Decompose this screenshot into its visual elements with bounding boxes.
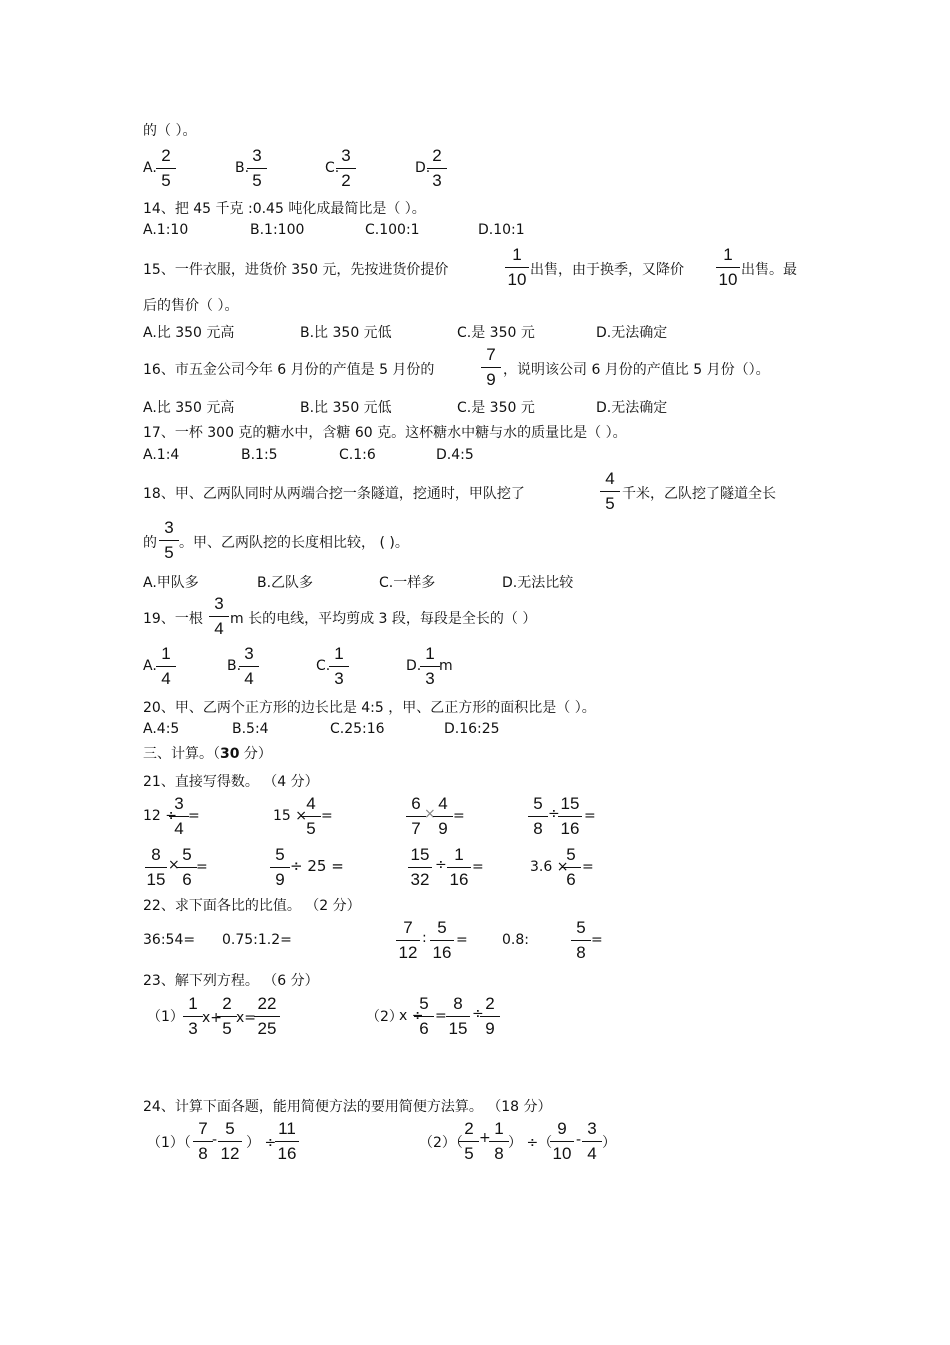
q24-op-3: - [576,1132,582,1148]
q24-stem: 24、计算下面各题，能用简便方法的要用简便方法算。 （18 分） [143,1099,552,1115]
q18-fraction-2: 3 5 [159,518,179,563]
q18-opt-b: B.乙队多 [257,575,314,591]
q23-text-2: x= [236,1010,257,1026]
q24-part1-open: （1）（ [147,1135,191,1151]
q16-stem-part2: ，说明该公司 6 月份的产值比 5 月份（）。 [503,362,770,378]
q15-opt-d: D.无法确定 [596,325,668,341]
q23-fraction-3: 22 25 [254,994,280,1039]
q23-text-5: ÷ [472,1006,484,1022]
q20-opt-c: C.25:16 [330,721,385,737]
q16-opt-d: D.无法确定 [596,400,668,416]
q20-opt-b: B.5:4 [232,721,269,737]
q19-opt-d-unit: m [439,658,453,674]
q18-stem-part3: 的 [143,535,157,551]
q19-stem-fraction: 3 4 [209,594,229,639]
q20-opt-d: D.16:25 [444,721,500,737]
q21-r2-d-equals: = [582,859,594,875]
q14-stem: 14、把 45 千克 :0.45 吨化成最简比是（ ）。 [143,201,426,217]
q13-opt-a-fraction: 2 5 [156,146,176,191]
q18-opt-c: C.一样多 [379,575,436,591]
q24-fraction-3: 11 16 [275,1119,299,1164]
q23-stem: 23、解下列方程。 （6 分） [143,973,319,989]
q21-r1-b-fraction: 4 5 [301,794,321,839]
q24-fraction-4: 2 5 [459,1119,479,1164]
q23-text-4: = [435,1008,447,1024]
q15-opt-a: A.比 350 元高 [143,325,235,341]
q15-stem-part3: 出售。最 [741,262,797,278]
q16-opt-a: A.比 350 元高 [143,400,235,416]
q24-part2-close: ） [602,1135,616,1151]
q23-fraction-2: 2 5 [217,994,237,1039]
q19-opt-a-label: A. [143,658,157,674]
q21-r2-c-op: ÷ [435,857,447,873]
q13-opt-d-label: D. [415,160,431,176]
q21-r1-d-equals: = [584,808,596,824]
q21-stem: 21、直接写得数。 （4 分） [143,774,319,790]
q21-r2-c-equals: = [472,859,484,875]
q18-stem-part1: 18、甲、乙两队同时从两端合挖一条隧道，挖通时，甲队挖了 [143,486,525,502]
q14-opt-b: B.1:100 [250,222,305,238]
q19-opt-d-fraction: 1 3 [420,644,440,689]
q13-opt-b-label: B. [235,160,250,176]
q24-fraction-5: 1 8 [489,1119,509,1164]
q24-op-1: - [212,1132,218,1148]
q22-c-fraction-2: 5 16 [430,918,454,963]
q21-r1-a-equals: = [188,808,200,824]
q18-stem-part4: 。甲、乙两队挖的长度相比较， ( )。 [179,535,409,551]
q21-r1-c-fraction-1: 6 7 [406,794,426,839]
q20-opt-a: A.4:5 [143,721,180,737]
q16-stem-part1: 16、市五金公司今年 6 月份的产值是 5 月份的 [143,362,435,378]
q16-fraction: 7 9 [481,345,501,390]
q19-opt-b-label: B. [227,658,242,674]
q21-r2-b-fraction: 5 9 [270,845,290,890]
q16-opt-c: C.是 350 元 [457,400,535,416]
q24-fraction-2: 5 12 [218,1119,242,1164]
section-3-heading: 三、计算。（30 分） [143,746,272,762]
q19-opt-c-label: C. [316,658,331,674]
q17-stem: 17、一杯 300 克的糖水中，含糖 60 克。这杯糖水中糖与水的质量比是（ ）。 [143,425,627,441]
q22-b: 0.75:1.2= [222,932,292,948]
q21-r2-a-fraction-2: 5 6 [177,845,197,890]
q13-opt-d-fraction: 2 3 [427,146,447,191]
q21-r1-a-text: 12 ÷ [143,808,177,824]
q21-r2-d-fraction: 5 6 [561,845,581,890]
q19-opt-d-label: D. [406,658,422,674]
q21-r1-a-fraction: 3 4 [169,794,189,839]
q22-d-text: 0.8: [502,932,529,948]
q19-opt-b-fraction: 3 4 [239,644,259,689]
q23-part2-label: （2） [366,1009,403,1025]
q22-a: 36:54= [143,932,196,948]
q24-fraction-1: 7 8 [193,1119,213,1164]
q22-c-fraction-1: 7 12 [396,918,420,963]
q13-opt-a-label: A. [143,160,157,176]
q21-r2-a-fraction-1: 8 15 [146,845,166,889]
q21-r1-c-op: × [424,806,436,822]
q22-d-fraction: 5 8 [571,918,591,963]
q23-fraction-4: 5 6 [414,994,434,1039]
q24-part2-mid: ） ÷（ [508,1135,553,1151]
q23-text-3: x ÷ [399,1008,424,1024]
q16-opt-b: B.比 350 元低 [300,400,392,416]
q15-stem-part2: 出售，由于换季，又降价 [530,262,684,278]
q21-r1-c-equals: = [453,808,465,824]
q21-r2-c-fraction-2: 1 16 [447,845,471,890]
q21-r1-d-fraction-2: 15 16 [558,794,582,839]
q23-part1-label: （1） [147,1009,184,1025]
q17-opt-c: C.1:6 [339,447,376,463]
q21-r2-b-text: ÷ 25 = [290,857,344,875]
q24-part2-open: （2）（ [419,1135,463,1151]
q22-c-op: : [422,930,427,946]
q21-r2-c-fraction-1: 15 32 [408,845,432,890]
q19-opt-a-fraction: 1 4 [156,644,176,689]
q24-op-2: + [479,1130,491,1146]
q14-opt-d: D.10:1 [478,222,525,238]
q23-text-1: x+ [202,1010,223,1026]
q17-opt-a: A.1:4 [143,447,180,463]
q18-opt-d: D.无法比较 [502,575,574,591]
q17-opt-d: D.4:5 [436,447,474,463]
q22-c-equals: = [456,932,468,948]
q15-fraction-1: 1 10 [505,245,529,290]
q19-stem-part1: 19、一根 [143,611,203,627]
q13-opt-b-fraction: 3 5 [247,146,267,191]
q21-r1-b-text: 15 × [273,808,307,824]
q21-r1-b-equals: = [321,808,333,824]
q23-fraction-6: 2 9 [480,994,500,1039]
q21-r2-a-op: × [168,857,180,873]
q24-fraction-7: 3 4 [582,1119,602,1164]
q15-stem-part4: 后的售价（ ）。 [143,298,239,314]
q15-opt-c: C.是 350 元 [457,325,535,341]
q21-r1-c-fraction-2: 4 9 [433,794,453,839]
q13-opt-c-fraction: 3 2 [336,146,356,191]
q15-opt-b: B.比 350 元低 [300,325,392,341]
q17-opt-b: B.1:5 [241,447,278,463]
q20-stem: 20、甲、乙两个正方形的边长比是 4:5 ，甲、乙正方形的面积比是（ ）。 [143,700,596,716]
q21-r1-d-op: ÷ [548,806,560,822]
q18-fraction-1: 4 5 [600,469,620,514]
q15-fraction-2: 1 10 [716,245,740,290]
q23-fraction-1: 1 3 [183,994,203,1039]
q14-opt-a: A.1:10 [143,222,189,238]
q18-stem-part2: 千米，乙队挖了隧道全长 [622,486,776,502]
q21-r1-d-fraction-1: 5 8 [528,794,548,839]
q21-r2-d-text: 3.6 × [530,859,569,875]
q24-part1-close: ） ÷ [246,1135,277,1151]
q21-r2-a-equals: = [196,859,208,875]
q13-tail: 的（ ）。 [143,123,197,139]
q15-stem-part1: 15、一件衣服，进货价 350 元，先按进货价提价 [143,262,449,278]
q19-stem-part2: m 长的电线，平均剪成 3 段，每段是全长的（ ） [230,611,537,627]
q23-fraction-5: 8 15 [446,994,470,1039]
q18-opt-a: A.甲队多 [143,575,199,591]
q14-opt-c: C.100:1 [365,222,420,238]
q13-opt-c-label: C. [325,160,340,176]
q22-d-equals: = [591,932,603,948]
q22-stem: 22、求下面各比的比值。 （2 分） [143,898,361,914]
q19-opt-c-fraction: 1 3 [329,644,349,689]
q24-fraction-6: 9 10 [550,1119,574,1164]
